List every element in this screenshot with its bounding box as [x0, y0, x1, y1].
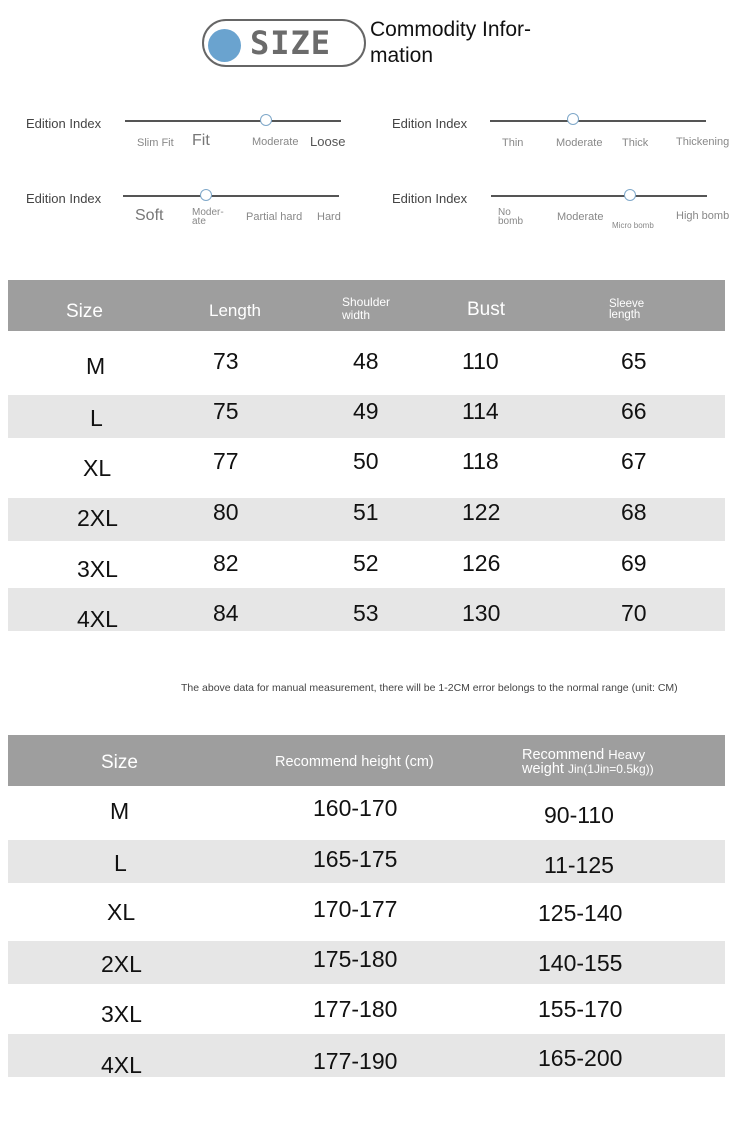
bust-cell: 110 [462, 348, 499, 374]
elasticity-option-moderate: Moderate [557, 211, 604, 223]
header-weight-word-1: Recommend [522, 747, 605, 763]
size-cell: 4XL [77, 606, 118, 632]
length-cell: 73 [213, 348, 239, 374]
length-cell: 82 [213, 550, 239, 576]
header-bust: Bust [467, 299, 506, 320]
thickness-option-moderate: Moderate [556, 137, 603, 149]
weight-cell: 140-155 [538, 950, 623, 976]
elasticity-index-track [491, 195, 707, 197]
elasticity-option-high-bomb: High bomb [676, 210, 730, 222]
sleeve-cell: 68 [621, 499, 647, 525]
fit-option-moderate: Moderate [252, 136, 299, 148]
page-title-line-1: Commodity Infor- [370, 18, 532, 41]
elasticity-index-knob [624, 189, 636, 201]
bust-cell: 114 [462, 398, 499, 424]
weight-cell: 155-170 [538, 996, 623, 1022]
header-recommend-weight [522, 748, 654, 776]
size-cell: 2XL [77, 505, 118, 531]
thickness-option-thick: Thick [622, 137, 649, 149]
table-row [8, 498, 725, 541]
elasticity-option-no-2: bomb [498, 216, 524, 227]
page-title [370, 17, 560, 69]
fit-option-loose: Loose [310, 134, 346, 149]
fit-index-track [125, 120, 341, 122]
size-table [8, 280, 725, 632]
header-size: Size [101, 752, 138, 773]
index-label-softness: Edition Index [26, 191, 102, 206]
softness-option-hard: Hard [317, 211, 341, 223]
table-row [8, 343, 725, 386]
size-cell: 3XL [101, 1001, 142, 1027]
size-cell: XL [83, 455, 112, 481]
bust-cell: 118 [462, 448, 499, 474]
recommend-table [8, 735, 725, 1077]
table-row [8, 445, 725, 488]
header-shoulder-line-1: Shoulder [342, 295, 391, 309]
table-row [8, 890, 725, 933]
length-cell: 84 [213, 600, 239, 626]
softness-option-moderate-1: Moder- [192, 207, 224, 218]
bust-cell: 122 [462, 499, 501, 525]
table-row [8, 941, 725, 984]
header-sleeve-line-2: length [609, 309, 641, 321]
elasticity-option-no-1: No [498, 207, 511, 218]
index-label-thickness: Edition Index [392, 116, 468, 131]
fit-option-slim-fit: Slim Fit [137, 137, 174, 149]
header-shoulder-line-2: width [342, 308, 371, 322]
table-row [8, 840, 725, 883]
header-sleeve-length [609, 299, 644, 321]
index-label-fit: Edition Index [26, 116, 102, 131]
sleeve-cell: 67 [621, 448, 647, 474]
header-length: Length [209, 301, 261, 320]
softness-index-knob [200, 189, 212, 201]
softness-option-soft: Soft [135, 207, 164, 224]
sleeve-cell: 66 [621, 398, 647, 424]
length-cell: 75 [213, 398, 239, 424]
header-weight-line-1 [522, 748, 654, 762]
shoulder-cell: 48 [353, 348, 379, 374]
page-title-line-2: mation [370, 44, 434, 67]
index-label-elasticity: Edition Index [392, 191, 468, 206]
weight-cell: 90-110 [544, 802, 614, 828]
softness-option-moderate-2: ate [192, 216, 206, 227]
softness-index-track [123, 195, 339, 197]
table-row [8, 395, 725, 438]
size-cell: 3XL [77, 556, 118, 582]
shoulder-cell: 52 [353, 550, 379, 576]
weight-cell: 165-200 [538, 1045, 623, 1071]
weight-cell: 125-140 [538, 900, 623, 926]
bust-cell: 130 [462, 600, 501, 626]
shoulder-cell: 49 [353, 398, 379, 424]
height-cell: 165-175 [313, 846, 398, 872]
height-cell: 170-177 [313, 896, 398, 922]
size-cell: XL [107, 899, 136, 925]
softness-option-partial-hard: Partial hard [246, 211, 303, 223]
header-shoulder-width [342, 296, 390, 322]
thickness-option-thin: Thin [502, 137, 524, 149]
fit-option-fit: Fit [192, 132, 210, 149]
header-weight-line-2 [522, 762, 654, 776]
sleeve-cell: 69 [621, 550, 647, 576]
table-row [8, 991, 725, 1034]
thickness-option-thickening: Thickening [676, 136, 730, 148]
size-cell: 2XL [101, 951, 142, 977]
thickness-index-knob [567, 113, 579, 125]
size-cell: L [114, 850, 127, 876]
shoulder-cell: 53 [353, 600, 379, 626]
table-row [8, 546, 725, 589]
thickness-index-track [490, 120, 706, 122]
header-weight-unit: Jin(1Jin=0.5kg)) [567, 762, 654, 776]
height-cell: 177-190 [313, 1048, 398, 1074]
header-size: Size [66, 301, 103, 322]
header-weight-word-2: Heavy [608, 747, 646, 762]
shoulder-cell: 50 [353, 448, 379, 474]
measurement-note: The above data for manual measurement, there will be 1-2CM error belongs to the normal range (unit: CM) [181, 682, 678, 694]
length-cell: 80 [213, 499, 239, 525]
table-row [8, 1034, 725, 1077]
header-weight-word-3: weight [522, 761, 564, 777]
circle-icon [208, 29, 241, 62]
sleeve-cell: 70 [621, 600, 647, 626]
bust-cell: 126 [462, 550, 501, 576]
height-cell: 175-180 [313, 946, 398, 972]
shoulder-cell: 51 [353, 499, 379, 525]
size-cell: M [86, 353, 106, 379]
elasticity-option-micro-bomb: Micro bomb [612, 221, 654, 230]
length-cell: 77 [213, 448, 239, 474]
header-sleeve-line-1: Sleeve [609, 298, 645, 310]
table-row [8, 789, 725, 832]
height-cell: 160-170 [313, 795, 398, 821]
recommend-table-header [8, 735, 725, 786]
size-cell: M [110, 798, 130, 824]
size-cell: 4XL [101, 1052, 142, 1078]
size-cell: L [90, 405, 103, 431]
table-row [8, 588, 725, 631]
height-cell: 177-180 [313, 996, 398, 1022]
fit-index-knob [260, 114, 272, 126]
header-recommend-height: Recommend height (cm) [275, 754, 434, 770]
size-table-header [8, 280, 725, 331]
size-badge-text: SIZE [250, 24, 332, 62]
weight-cell: 11-125 [544, 852, 614, 878]
sleeve-cell: 65 [621, 348, 647, 374]
